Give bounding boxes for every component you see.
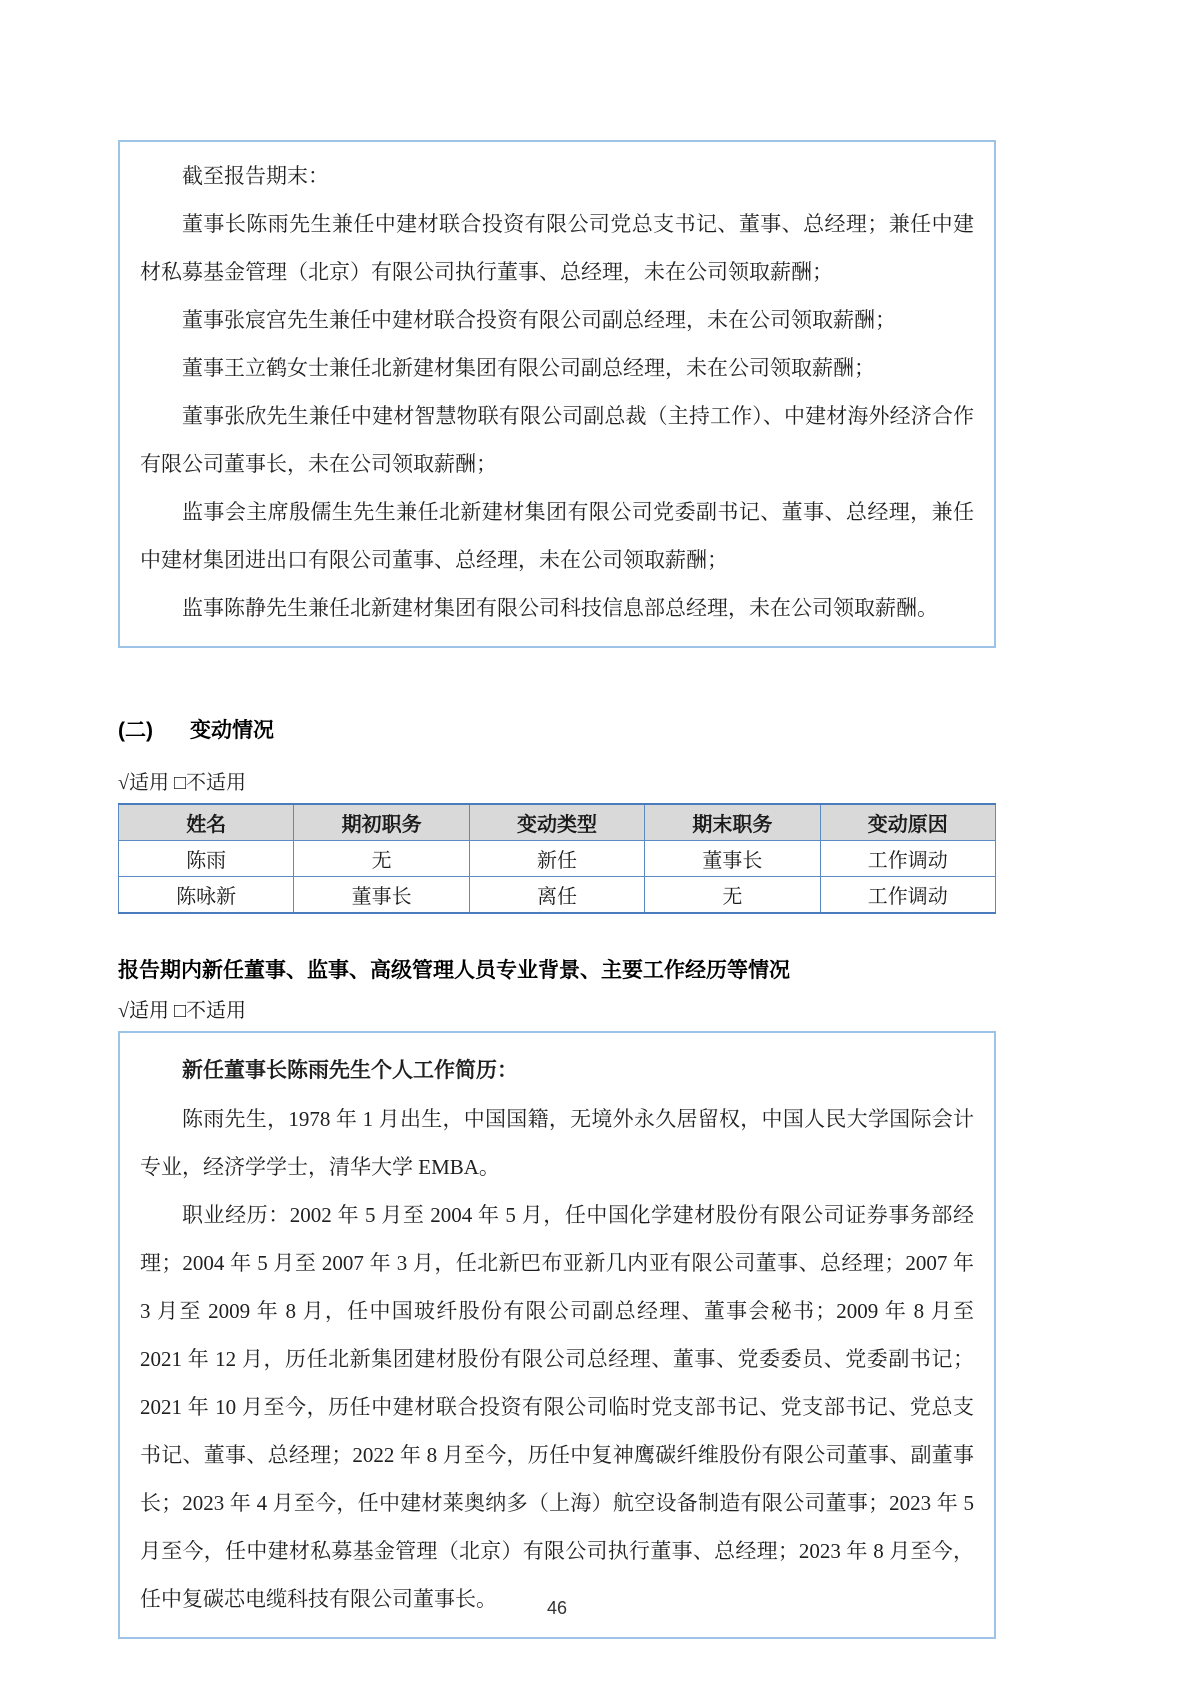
bio-paragraph: 陈雨先生，1978 年 1 月出生，中国国籍，无境外永久居留权，中国人民大学国际会计专业，经济学学士，清华大学 EMBA。 <box>140 1107 974 1179</box>
paragraph: 董事长陈雨先生兼任中建材联合投资有限公司党总支书记、董事、总经理；兼任中建材私募基金管理（北京）有限公司执行董事、总经理，未在公司领取薪酬； <box>140 212 974 284</box>
tenure-summary-box <box>118 140 996 648</box>
paragraph: 截至报告期末： <box>182 164 329 188</box>
table-cell: 无 <box>645 877 820 914</box>
subsection-heading: 报告期内新任董事、监事、高级管理人员专业背景、主要工作经历等情况 <box>118 959 790 982</box>
paragraph: 董事王立鹤女士兼任北新建材集团有限公司副总经理，未在公司领取薪酬； <box>182 356 875 380</box>
table-cell: 董事长 <box>645 841 820 877</box>
table-header-cell: 变动类型 <box>469 804 644 841</box>
paragraph: 监事会主席殷儒生先生兼任北新建材集团有限公司党委副书记、董事、总经理，兼任中建材集团进出口有限公司董事、总经理，未在公司领取薪酬； <box>140 500 974 572</box>
table-header-cell: 期初职务 <box>294 804 469 841</box>
table-cell: 无 <box>294 841 469 877</box>
table-cell: 董事长 <box>294 877 469 914</box>
table-header-row <box>119 804 996 841</box>
table-cell: 陈咏新 <box>119 877 294 914</box>
applicability-note: √适用 □不适用 <box>118 772 247 794</box>
bio-heading: 新任董事长陈雨先生个人工作简历： <box>182 1059 518 1082</box>
section-title: 变动情况 <box>190 719 274 742</box>
table-header-cell: 期末职务 <box>645 804 820 841</box>
paragraph: 监事陈静先生兼任北新建材集团有限公司科技信息部总经理，未在公司领取薪酬。 <box>182 596 938 620</box>
table-header-cell: 姓名 <box>119 804 294 841</box>
paragraph: 董事张宸宫先生兼任中建材联合投资有限公司副总经理，未在公司领取薪酬； <box>182 308 896 332</box>
table-cell: 工作调动 <box>820 841 995 877</box>
applicability-note: √适用 □不适用 <box>118 1000 247 1022</box>
section-heading <box>118 714 996 744</box>
change-table <box>118 803 996 914</box>
section-number: (二) <box>118 719 153 742</box>
table-cell: 离任 <box>469 877 644 914</box>
table-cell: 工作调动 <box>820 877 995 914</box>
table-row <box>119 841 996 877</box>
page-number: 46 <box>546 1598 568 1618</box>
table-cell: 陈雨 <box>119 841 294 877</box>
table-header-cell: 变动原因 <box>820 804 995 841</box>
page-content <box>118 0 996 1639</box>
bio-paragraph: 职业经历：2002 年 5 月至 2004 年 5 月，任中国化学建材股份有限公司证券事务部经理；2004 年 5 月至 2007 年 3 月，任北新巴布亚新几内亚有限公司董事、总经理；2007 年 3 月至 2009 年 8 月，任中国玻纤股份有限公司副总经理、董事会秘书；2009 年 8 月至 2021 年 12 月，历任北新集团建材股份有限公司总经理、董事、党委委员、党委副书记；2021 年 10 月至今，历任中建材联合投资有限公司临时党支部书记、党支部书记、党总支书记、董事、总经理；2022 年 8 月至今，历任中复神鹰碳纤维股份有限公司董事、副董事长；2023 年 4 月至今，任中建材莱奥纳多（上海）航空设备制造有限公司董事；2023 年 5 月至今，任中建材私募基金管理（北京）有限公司执行董事、总经理；2023 年 8 月至今，任中复碳芯电缆科技有限公司董事长。 <box>140 1203 974 1611</box>
bio-box <box>118 1031 996 1639</box>
table-row <box>119 877 996 914</box>
table-cell: 新任 <box>469 841 644 877</box>
paragraph: 董事张欣先生兼任中建材智慧物联有限公司副总裁（主持工作）、中建材海外经济合作有限公司董事长，未在公司领取薪酬； <box>140 404 974 476</box>
